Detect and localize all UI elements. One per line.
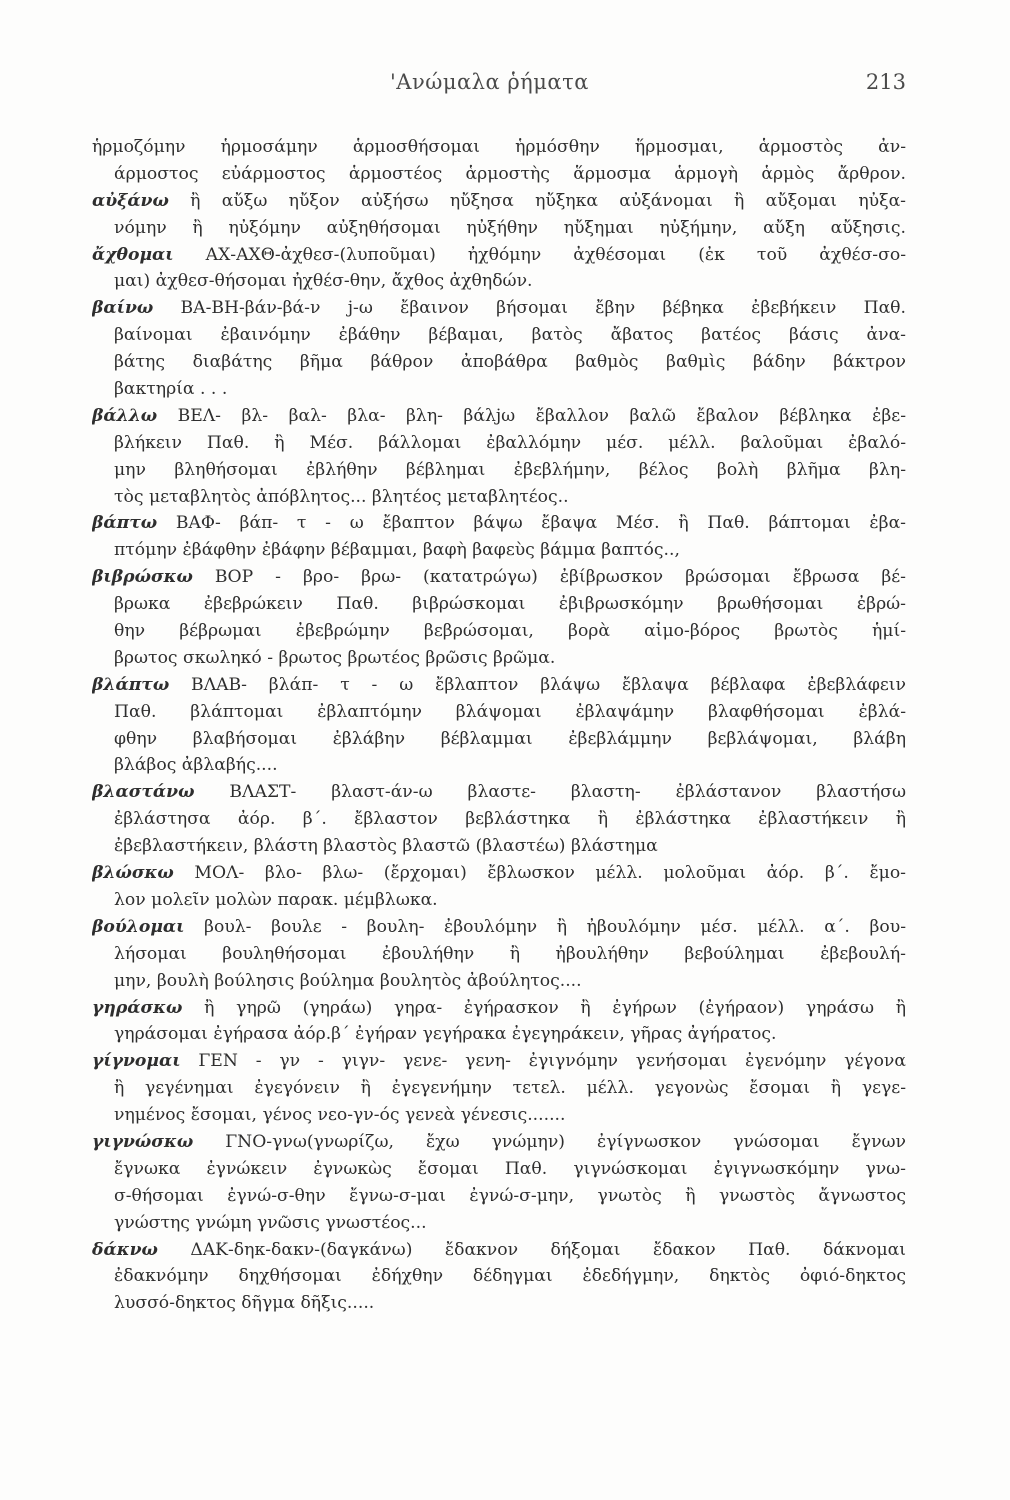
line-text: βλάβος ἀβλαβής.... (114, 755, 278, 776)
line-text: βρωτος σκωληκό - βρωτος βρωτέος βρῶσις βρῶμα. (114, 647, 556, 668)
line-text: ἡρμοζόμην ἡρμοσάμην ἁρμοσθήσομαι ἡρμόσθην ἥρμοσμαι, ἁρμοστὸς ἀν- (92, 137, 906, 157)
text-line (92, 161, 906, 188)
text-line (92, 645, 906, 672)
line-text: τὸς μεταβλητὸς ἀπόβλητος... βλητέος μεταβλητέος.. (114, 486, 569, 507)
line-text: γηράσομαι ἐγήρασα ἀόρ.β΄ ἐγήραν γεγήρακα ἐγεγηράκειν, γῆρας ἀγήρατος. (114, 1024, 777, 1045)
entry-line (92, 672, 906, 699)
text-line (92, 887, 906, 914)
lemma: βούλομαι (92, 916, 185, 937)
text-line (92, 1263, 906, 1290)
line-text: άρμοστος εὐάρμοστος ἁρμοστέος ἁρμοστὴς ἅρμοσμα ἁρμογὴ ἁρμὸς ἄρθρον. (114, 163, 906, 184)
line-text: πτόμην ἐβάφθην ἐβάφην βέβαμμαι, βαφὴ βαφεὺς βάμμα βαπτός.., (114, 540, 680, 561)
text-line (92, 618, 906, 645)
line-text: νόμην ἢ ηὐξόμην αὐξηθήσομαι ηὐξήθην ηὔξημαι ηὐξήμην, αὔξη αὔξησις. (114, 217, 906, 238)
text-line (92, 322, 906, 349)
lemma: γιγνώσκω (92, 1131, 194, 1152)
line-text: νημένος ἔσομαι, γένος νεο-γν-ός γενεὰ γένεσις....... (114, 1105, 566, 1126)
line-text: Παθ. βλάπτομαι ἐβλαπτόμην βλάψομαι ἐβλαψάμην βλαφθήσομαι ἐβλά- (114, 701, 906, 722)
lemma: γηράσκω (92, 997, 183, 1018)
entry-line (92, 779, 906, 806)
line-text: γνώστης γνώμη γνῶσις γνωστέος... (114, 1212, 427, 1233)
text-line (92, 1183, 906, 1210)
line-text: βακτηρία . . . (114, 379, 228, 400)
text-line (92, 968, 906, 995)
line-text: λυσσό-δηκτος δῆγμα δῆξις..... (114, 1293, 375, 1314)
lemma: βιβρώσκω (92, 567, 193, 588)
line-text: ἐβλάστησα ἀόρ. β΄. ἔβλαστον βεβλάστηκα ἢ ἐβλάστηκα ἐβλαστήκειν ἢ (114, 809, 906, 830)
text-line (92, 349, 906, 376)
line-text: ΔΑΚ-δηκ-δακν-(δαγκάνω) ἔδακνον δήξομαι ἔδακον Παθ. δάκνομαι (157, 1239, 906, 1260)
line-text: ΒΛΑΒ- βλάπ- τ - ω ἔβλαπτον βλάψω ἔβλαψα βέβλαφα ἐβεβλάφειν (169, 674, 906, 695)
entry-line (92, 1048, 906, 1075)
line-text: μην βληθήσομαι ἐβλήθην βέβλημαι ἐβεβλήμην, βέλος βολὴ βλῆμα βλη- (114, 459, 906, 480)
text-line (92, 376, 906, 403)
text-line (92, 268, 906, 295)
running-title: 'Ανώμαλα ῥήματα (390, 70, 589, 94)
line-text: ΒΕΛ- βλ- βαλ- βλα- βλη- βάλjω ἔβαλλον βαλῶ ἔβαλον βέβληκα ἐβε- (157, 405, 906, 426)
entry-line (92, 242, 906, 269)
line-text: ΓΕΝ - γν - γιγν- γενε- γενη- ἐγιγνόμην γενήσομαι ἐγενόμην γέγονα (180, 1051, 906, 1072)
text-line (92, 1021, 906, 1048)
line-text: ἢ γεγένημαι ἐγεγόνειν ἢ ἐγεγενήμην τετελ. μέλλ. γεγονὼς ἔσομαι ἢ γεγε- (114, 1078, 906, 1099)
lemma: βαίνω (92, 298, 154, 319)
page-header (80, 64, 906, 100)
entry-line (92, 403, 906, 430)
text-line (92, 752, 906, 779)
entry-line (92, 914, 906, 941)
line-text: λήσομαι βουληθήσομαι ἐβουλήθην ἢ ἠβουλήθην βεβούλημαι ἐβεβουλή- (114, 943, 906, 964)
entry-line (92, 564, 906, 591)
lemma: βλαστάνω (92, 782, 195, 803)
line-text: ΒΟΡ - βρο- βρω- (κατατρώγω) ἐβίβρωσκον βρώσομαι ἔβρωσα βέ- (192, 567, 906, 588)
entry-line (92, 995, 906, 1022)
line-text: ἢ αὔξω ηὔξον αὐξήσω ηὔξησα ηὔξηκα αὐξάνομαι ἢ αὔξομαι ηὐξα- (168, 190, 906, 211)
line-text: ΓΝΟ-γνω(γνωρίζω, ἔχω γνώμην) ἐγίγνωσκον γνώσομαι ἔγνων (193, 1131, 906, 1152)
lemma: βλώσκω (92, 863, 174, 884)
line-text: μην, βουλὴ βούλησις βούλημα βουλητὸς ἀβούλητος.... (114, 970, 582, 991)
text-line (92, 591, 906, 618)
entry-line (92, 860, 906, 887)
lemma: βλάπτω (92, 674, 170, 695)
entry-line (92, 295, 906, 322)
entry-line (92, 510, 906, 537)
line-text: βρωκα ἐβεβρώκειν Παθ. βιβρώσκομαι ἐβιβρωσκόμην βρωθήσομαι ἐβρώ- (114, 594, 906, 615)
line-text: φθην βλαβήσομαι ἐβλάβην βέβλαμμαι ἐβεβλάμμην βεβλάψομαι, βλάβη (114, 728, 906, 749)
text-line (92, 537, 906, 564)
line-text: ΒΑ-ΒΗ-βάν-βά-ν j-ω ἔβαινον βήσομαι ἔβην βέβηκα ἐβεβήκειν Παθ. (153, 298, 906, 319)
lemma: δάκνω (92, 1239, 158, 1260)
text-line (92, 1156, 906, 1183)
lemma: ἄχθομαι (92, 244, 174, 265)
line-text: μαι) ἀχθεσ-θήσομαι ἠχθέσ-θην, ἄχθος ἀχθηδών. (114, 271, 533, 292)
lemma: γίγνομαι (92, 1051, 181, 1072)
entry-line (92, 188, 906, 215)
entry-line (92, 1237, 906, 1264)
text-line (92, 1210, 906, 1237)
text-line (92, 1075, 906, 1102)
text-line (92, 941, 906, 968)
text-line (92, 1290, 906, 1317)
lemma: βάλλω (92, 405, 158, 426)
text-line (92, 1102, 906, 1129)
text-line (92, 833, 906, 860)
text-line (92, 484, 906, 511)
text-line (92, 457, 906, 484)
line-text: βουλ- βουλε - βουλη- ἐβουλόμην ἢ ἠβουλόμην μέσ. μέλλ. α΄. βου- (184, 916, 906, 937)
line-text: σ-θήσομαι ἐγνώ-σ-θην ἔγνω-σ-μαι ἐγνώ-σ-μην, γνωτὸς ἢ γνωστὸς ἄγνωστος (114, 1185, 906, 1206)
text-line (92, 699, 906, 726)
text-line (92, 134, 906, 161)
line-text: ΜΟΛ- βλο- βλω- (ἔρχομαι) ἔβλωσκον μέλλ. μολοῦμαι ἀόρ. β΄. ἔμο- (173, 863, 906, 884)
line-text: βαίνομαι ἐβαινόμην ἐβάθην βέβαμαι, βατὸς ἄβατος βατέος βάσις ἀνα- (114, 325, 906, 346)
line-text: ΒΛΑΣΤ- βλαστ-άν-ω βλαστε- βλαστη- ἐβλάστανον βλαστήσω (194, 782, 906, 803)
lemma: αὐξάνω (92, 190, 169, 211)
line-text: ΒΑΦ- βάπ- τ - ω ἔβαπτον βάψω ἔβαψα Μέσ. ἢ Παθ. βάπτομαι ἐβα- (157, 513, 906, 534)
line-text: βάτης διαβάτης βῆμα βάθρον ἀποβάθρα βαθμὸς βαθμὶς βάδην βάκτρον (114, 352, 906, 373)
line-text: βλήκειν Παθ. ἢ Μέσ. βάλλομαι ἐβαλλόμην μέσ. μέλλ. βαλοῦμαι ἐβαλό- (114, 432, 906, 453)
entry-line (92, 1129, 906, 1156)
verb-list (92, 134, 906, 1317)
text-line (92, 726, 906, 753)
line-text: θην βέβρωμαι ἐβεβρώμην βεβρώσομαι, βορὰ αἱμο-βόρος βρωτὸς ἡμί- (114, 621, 906, 642)
line-text: ἢ γηρῶ (γηράω) γηρα- ἐγήρασκον ἢ ἐγήρων (ἐγήραον) γηράσω ἢ (182, 997, 906, 1018)
line-text: ΑΧ-ΑΧΘ-ἀχθεσ-(λυποῦμαι) ἠχθόμην ἀχθέσομαι (ἐκ τοῦ ἀχθέσ-σο- (173, 244, 906, 265)
text-line (92, 430, 906, 457)
lemma: βάπτω (92, 513, 158, 534)
line-text: ἐβεβλαστήκειν, βλάστη βλαστὸς βλαστῶ (βλαστέω) βλάστημα (114, 836, 658, 857)
page-number: 213 (865, 70, 906, 94)
line-text: ἐδακνόμην δηχθήσομαι ἐδήχθην δέδηγμαι ἐδεδήγμην, δηκτὸς ὀφιό-δηκτος (114, 1266, 906, 1287)
text-line (92, 215, 906, 242)
line-text: ἔγνωκα ἐγνώκειν ἐγνωκὼς ἔσομαι Παθ. γιγνώσκομαι ἐγιγνωσκόμην γνω- (114, 1158, 906, 1179)
line-text: λον μολεῖν μολὼν παρακ. μέμβλωκα. (114, 889, 438, 910)
text-line (92, 806, 906, 833)
